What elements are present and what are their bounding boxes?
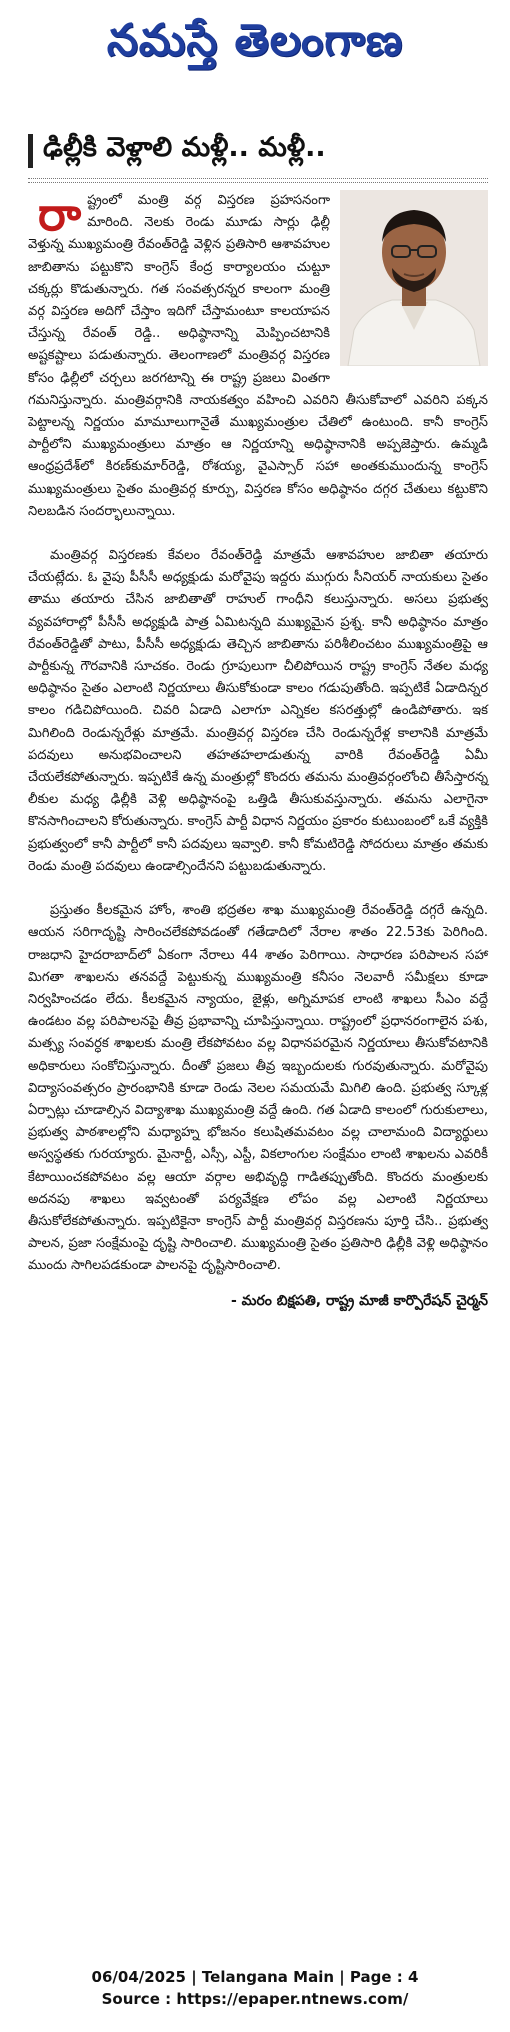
- headline-rule: [28, 178, 488, 183]
- article-headline: ఢిల్లీకి వెళ్లాలి మళ్లీ.. మళ్లీ..: [43, 132, 326, 163]
- author-photo: [340, 190, 488, 366]
- edition-info: 06/04/2025 | Telangana Main | Page : 4: [91, 1968, 419, 1986]
- paragraph-2: మంత్రివర్గ విస్తరణకు కేవలం రేవంత్‌రెడ్డి మాత్రమే ఆశావహుల జాబితా తయారు చేయట్లేదు. ఓ వైపు పీసీసీ అధ్యక్షుడు మరోవైపు ఇద్దరు ముగ్గురు సీనియర్ నాయకులు సైతం తాము తయారు చేసిన జాబితాతో రాహుల్ గాంధీని కలుస్తున్నారు. అసలు ప్రభుత్వ వ్యవహారాల్లో పీసీసీ అధ్యక్షుడి పాత్ర ఏమిటన్నది ముఖ్యమైన ప్రశ్న. కానీ అధిష్ఠానం మాత్రం రేవంత్‌రెడ్డితో పాటు, పీసీసీ అధ్యక్షుడు తెచ్చిన జాబితాను పరిశీలించటం ముఖ్యమంత్రిపై ఆ పార్టీకున్న గౌరవానికి సూచకం. రెండు గ్రూపులుగా చీలిపోయిన రాష్ట్ర కాంగ్రెస్ నేతల మధ్య అధిష్ఠానం సైతం ఎలాంటి నిర్ణయాలు తీసుకోకుండా కాలం గడుపుతోంది. ఇప్పటికే ఏడాదిన్నర కాలం గడిచిపోయింది. చివరి ఏడాది ఎలాగూ ఎన్నికల కసరత్తుల్లో ఉండిపోతారు. ఇక మిగిలింది రెండున్నరేళ్లు మాత్రమే. మంత్రివర్గ విస్తరణ చేసి రెండున్నరేళ్ల కాలానికి మాత్రమే పదవులు అనుభవించాలని తహతహలాడుతున్న వారికి రేవంత్‌రెడ్డి ఏమీ చేయలేకపోతున్నారు. ఇప్పటికే ఉన్న మంత్రుల్లో కొందరు తమను మంత్రివర్గంలోంచి తీసేస్తారన్న లీకుల మధ్య ఢిల్లీకి వెళ్లి అధిష్ఠానంపై ఒత్తిడి తీసుకువస్తున్నారు. తమను ఎలాగైనా కొనసాగించాలని కోరుతున్నారు. కాంగ్రెస్ పార్టీ విధాన నిర్ణయం ప్రకారం కుటుంబంలో ఒకే వ్యక్తికి ప్రభుత్వంలో కానీ పార్టీలో కానీ పదవులు ఇవ్వాలి. కానీ కోమటిరెడ్డి సోదరులు మాత్రం తమకు రెండు మంత్రి పదవులు ఉండాల్సిందేనని పట్టుబడుతున్నారు.: [28, 548, 488, 874]
- page-footer: [0, 1966, 510, 2010]
- newspaper-logo: నమస్తే తెలంగాణ: [106, 15, 404, 66]
- article-body: [28, 187, 488, 1312]
- author-signature: - మరం బిక్షపతి, రాష్ట్ర మాజీ కార్పొరేషన్ చైర్మన్: [231, 1292, 488, 1309]
- paragraph-1-text: ష్ట్రంలో మంత్రి వర్గ విస్తరణ ప్రహసనంగా మారింది. నెలకు రెండు మూడు సార్లు ఢిల్లీ వెళ్తున్న ముఖ్యమంత్రి రేవంత్‌రెడ్డి వెళ్లిన ప్రతిసారి ఆశావహుల జాబితాను పట్టుకొని కాంగ్రెస్ కేంద్ర కార్యాలయం చుట్టూ చక్కర్లు కొడుతున్నారు. గత సంవత్సరన్నర కాలంగా మంత్రి వర్గ విస్తరణ అదిగో చేస్తాం ఇదిగో చేస్తామంటూ కాలయాపన చేస్తున్న రేవంత్ రెడ్డి.. అధిష్ఠానాన్ని మెప్పించటానికి అష్టకష్టాలు పడుతున్నారు. తెలంగాణలో మంత్రివర్గ విస్తరణ కోసం ఢిల్లీలో చర్చలు జరగటాన్ని ఈ రాష్ట్ర ప్రజలు వింతగా గమనిస్తున్నారు. మంత్రివర్గానికి నాయకత్వం వహించి ఎవరిని తీసుకోవాలో ఎవరిని పక్కన పెట్టాలన్న నిర్ణయం మామూలుగానైతే ముఖ్యమంత్రుల చేతిలో ఉంటుంది. కానీ కాంగ్రెస్ పార్టీలోని ముఖ్యమంత్రులు మాత్రం ఆ నిర్ణయాన్ని అధిష్ఠానానికి అప్పజెప్తారు. ఉమ్మడి ఆంధ్రప్రదేశ్‌లో కిరణ్‌కుమార్‌రెడ్డి, రోశయ్య, వైఎస్సార్ సహా అంతకుముందున్న కాంగ్రెస్ ముఖ్యమంత్రులు సైతం మంత్రివర్గ కూర్పు, విస్తరణ కోసం అధిష్ఠానం దగ్గర చేతులు కట్టుకొని నిలబడిన సందర్భాలున్నాయి.: [28, 193, 488, 519]
- headline-bar: [28, 134, 33, 168]
- paragraph-3: ప్రస్తుతం కీలకమైన హోం, శాంతి భద్రతల శాఖ ముఖ్యమంత్రి రేవంత్‌రెడ్డి దగ్గరే ఉన్నది. ఆయన సరిగాదృష్టి సారించలేకపోవడంతో గతేడాదిలో నేరాల శాతం 22.53కు పెరిగింది. రాజధాని హైదరాబాద్‌లో ఏకంగా నేరాలు 44 శాతం పెరిగాయి. సాధారణ పరిపాలన సహా మిగతా శాఖలను తనవద్దే పెట్టుకున్న ముఖ్యమంత్రి కనీసం నెలవారీ సమీక్షలు కూడా నిర్వహించడం లేదు. కీలకమైన న్యాయం, జైళ్లు, అగ్నిమాపక లాంటి శాఖలు సీఎం వద్దే ఉండటం వల్ల పరిపాలనపై తీవ్ర ప్రభావాన్ని చూపిస్తున్నాయి. రాష్ట్రంలో ప్రధానరంగాలైన పశు, మత్స్య సంవర్ధక శాఖలకు మంత్రి లేకపోవటం వల్ల విధానపరమైన నిర్ణయాలు తీసుకోవటానికి అధికారులు సంకోచిస్తున్నారు. దీంతో ప్రజలు తీవ్ర ఇబ్బందులకు గురవుతున్నారు. మరోవైపు విద్యాసంవత్సరం ప్రారంభానికి కూడా రెండు నెలల సమయమే మిగిలి ఉంది. ప్రభుత్వ స్కూళ్ల ఏర్పాట్లు చూడాల్సిన విద్యాశాఖ ముఖ్యమంత్రి వద్దే ఉంది. గత ఏడాది కాలంలో గురుకులాలు, ప్రభుత్వ పాఠశాలల్లోని మధ్యాహ్న భోజనం కలుషితమవటం వల్ల చాలామంది విద్యార్థులు అస్వస్థతకు గురయ్యారు. మైనార్టీ, ఎస్సీ, ఎస్టీ, వికలాంగుల సంక్షేమం లాంటి శాఖలను ఎవరికీ కేటాయించకపోవటం వల్ల ఆయా వర్గాల అభివృద్ధి గాడితప్పుతోంది. కొందరు మంత్రులకు అదనపు శాఖలు ఇవ్వటంతో పర్యవేక్షణ లోపం వల్ల ఎలాంటి నిర్ణయాలు తీసుకోలేకపోతున్నారు. ఇప్పటికైనా కాంగ్రెస్ పార్టీ మంత్రివర్గ విస్తరణను పూర్తి చేసి.. ప్రభుత్వ పాలన, ప్రజా సంక్షేమంపై దృష్టి సారించాలి. ముఖ్యమంత్రి సైతం ప్రతిసారి ఢిల్లీకి వెళ్లి అధిష్ఠానం ముందు సాగిలపడకుండా పాలనపై దృష్టిసారించాలి.: [28, 903, 488, 1274]
- headline-row: [28, 128, 488, 174]
- drop-cap: రా: [38, 187, 82, 241]
- masthead: [0, 0, 510, 92]
- source-link[interactable]: Source : https://epaper.ntnews.com/: [101, 1990, 409, 2008]
- author-portrait-image: [340, 190, 488, 366]
